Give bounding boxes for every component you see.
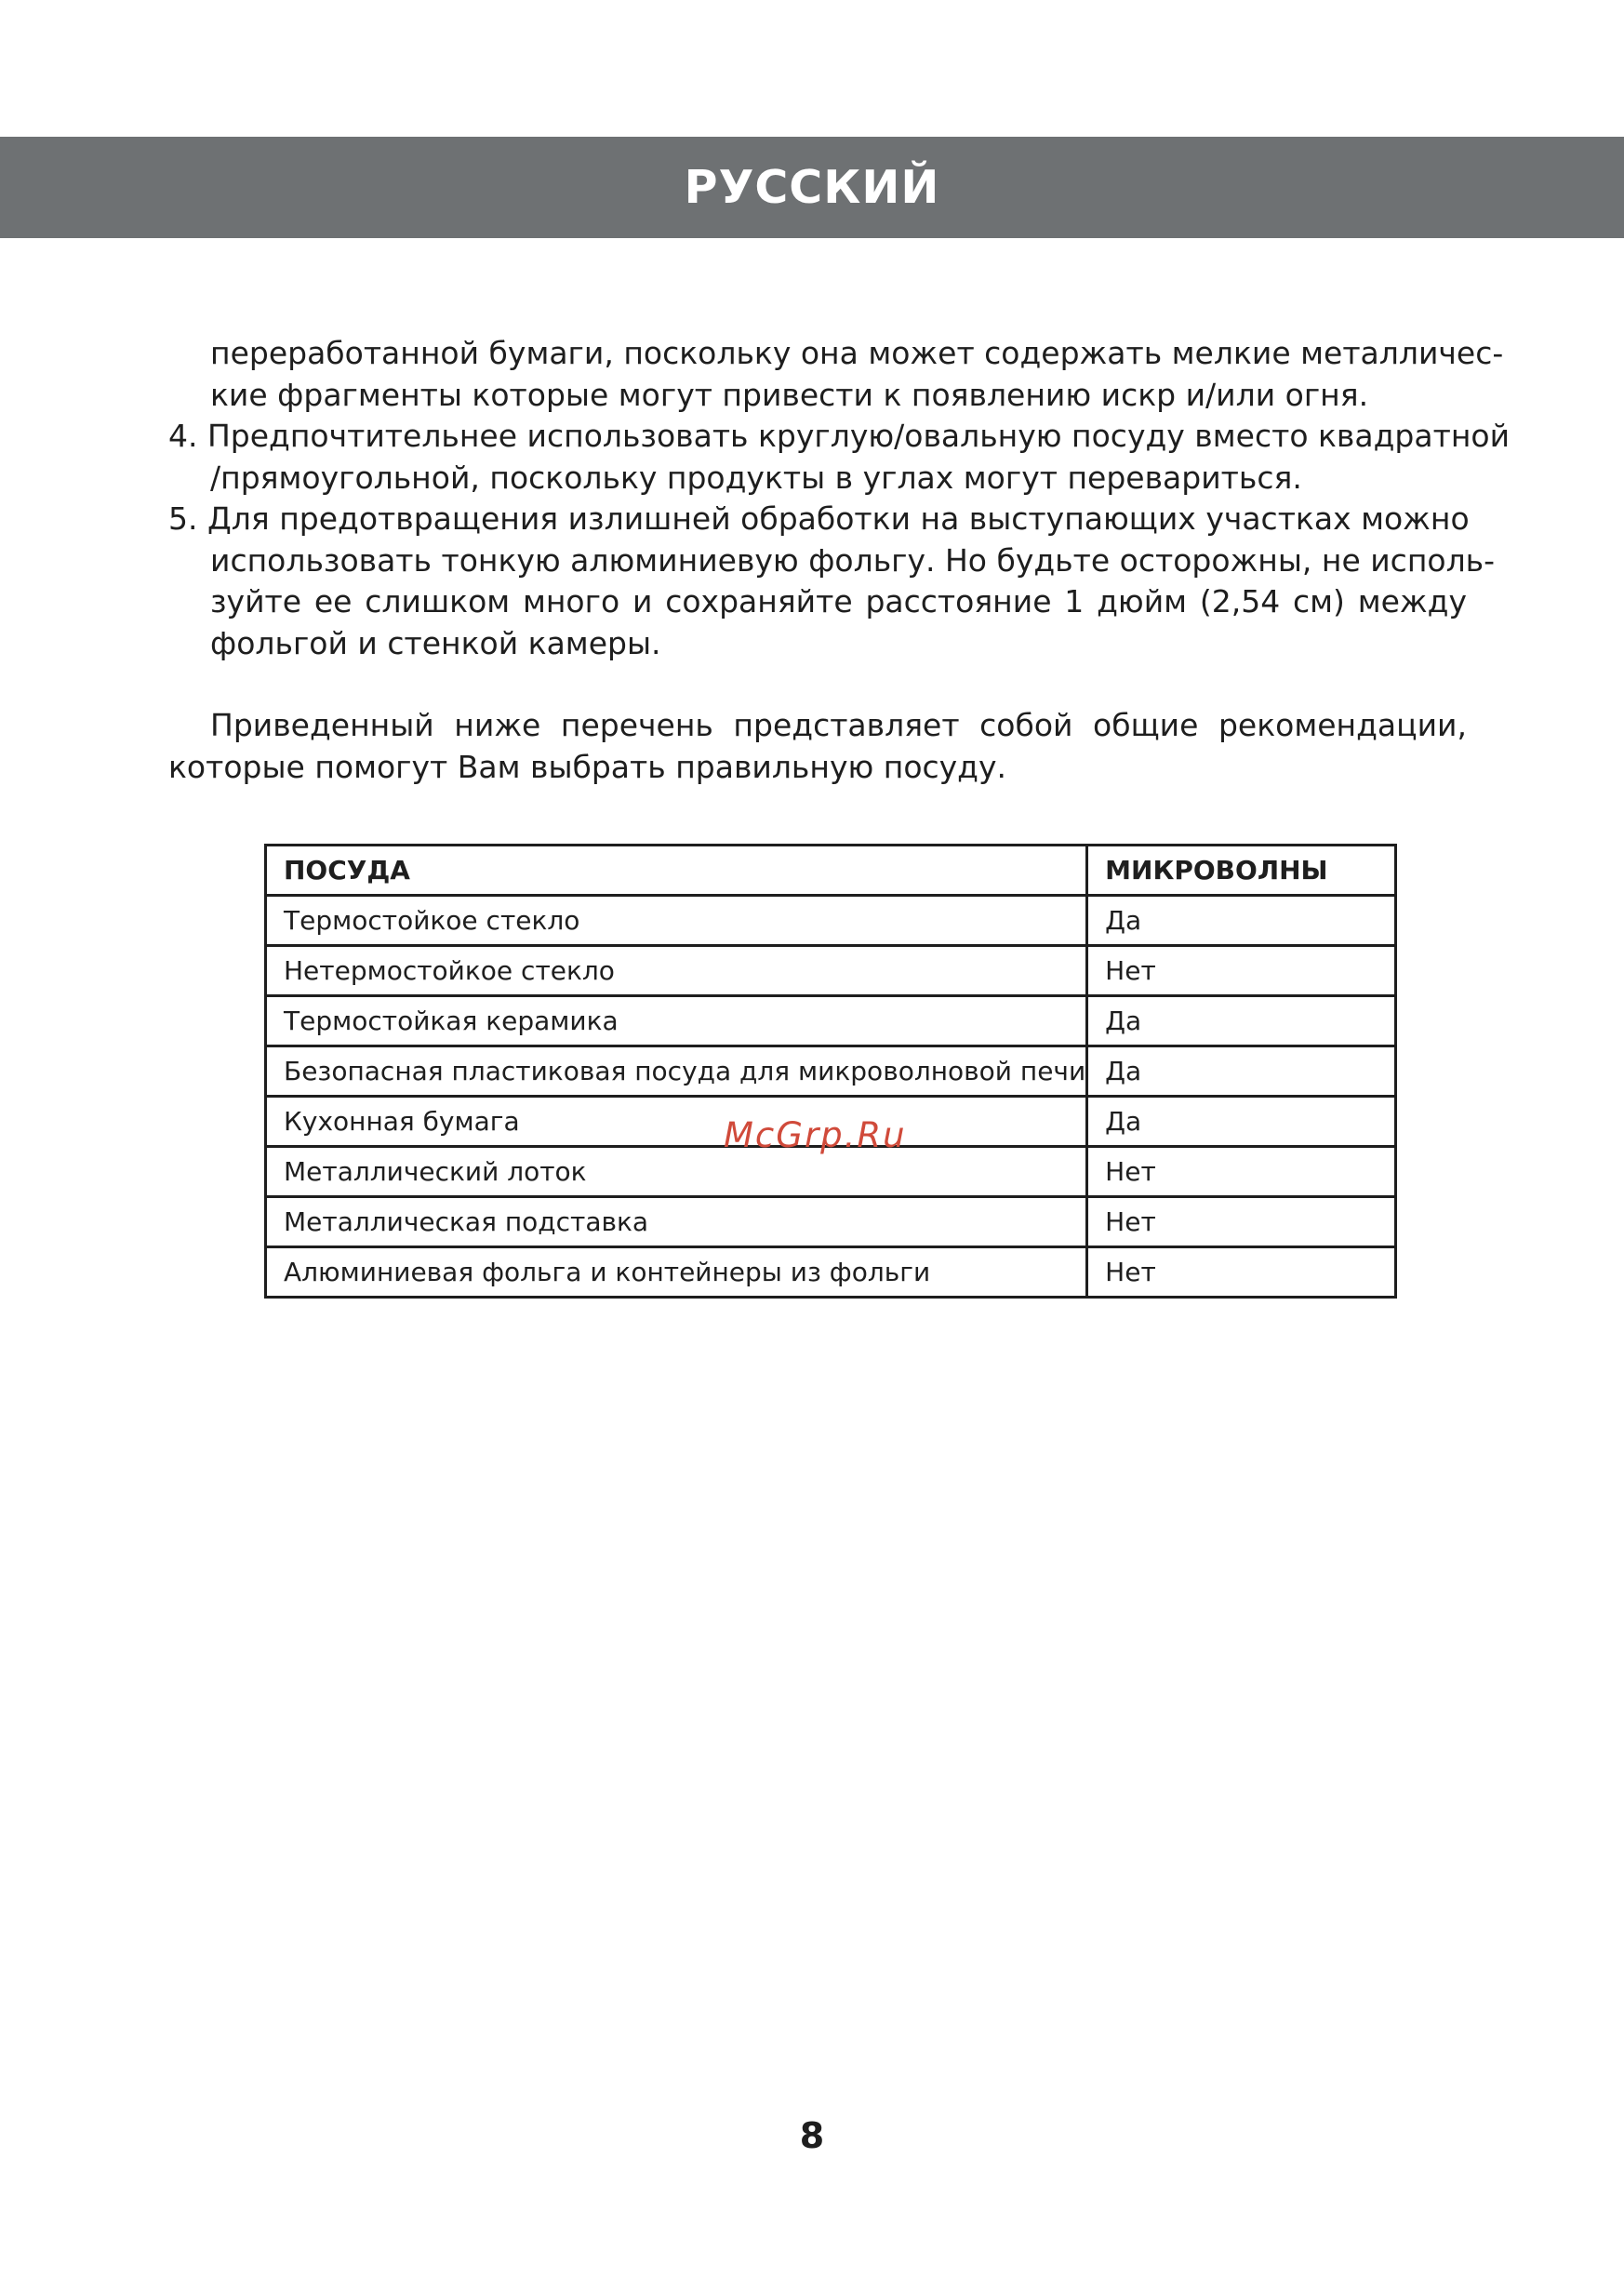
table-row: [266, 1197, 1396, 1247]
microwave-cell: Да: [1087, 896, 1396, 946]
cookware-cell: Нетермостойкое стекло: [266, 946, 1087, 996]
watermark: McGrp.Ru: [724, 1115, 907, 1155]
cookware-table-container: [264, 844, 1397, 1299]
header-microwave: МИКРОВОЛНЫ: [1087, 846, 1396, 896]
microwave-cell: Нет: [1087, 1247, 1396, 1298]
cookware-cell: Безопасная пластиковая посуда для микроволновой печи: [266, 1046, 1087, 1097]
microwave-cell: Нет: [1087, 1197, 1396, 1247]
table-row: [266, 996, 1396, 1046]
item5-line-2: использовать тонкую алюминиевую фольгу. Но будьте осторожны, не исполь-: [210, 541, 1496, 579]
cookware-cell: Металлическая подставка: [266, 1197, 1087, 1247]
microwave-cell: Нет: [1087, 946, 1396, 996]
table-row: [266, 946, 1396, 996]
microwave-cell: Да: [1087, 1046, 1396, 1097]
item4-line-2: /прямоугольной, поскольку продукты в углах могут перевариться.: [210, 459, 1302, 496]
microwave-cell: Нет: [1087, 1147, 1396, 1197]
cookware-table: [264, 844, 1397, 1299]
cookware-cell: Металлический лоток: [266, 1147, 1087, 1197]
microwave-cell: Да: [1087, 996, 1396, 1046]
cookware-cell: Алюминиевая фольга и контейнеры из фольги: [266, 1247, 1087, 1298]
item5-line-1: 5. Для предотвращения излишней обработки на выступающих участках можно: [168, 500, 1470, 537]
intro-line-1: Приведенный ниже перечень представляет собой общие рекомендации,: [210, 707, 1467, 743]
table-row: [266, 1247, 1396, 1298]
item3-line-1: переработанной бумаги, поскольку она может содержать мелкие металличес-: [210, 335, 1504, 371]
header-bar: [0, 137, 1624, 238]
cookware-cell: Термостойкая керамика: [266, 996, 1087, 1046]
header-cookware: ПОСУДА: [266, 846, 1087, 896]
page-number: 8: [799, 2115, 825, 2156]
body-text: [168, 333, 1511, 788]
item4-line-1: 4. Предпочтительнее использовать круглую/овальную посуду вместо квадратной: [168, 418, 1511, 454]
table-row: [266, 896, 1396, 946]
item5-line-3: зуйте ее слишком много и сохраняйте расстояние 1 дюйм (2,54 см) между: [210, 583, 1467, 619]
cookware-cell: Кухонная бумага: [266, 1097, 1087, 1147]
item5-line-4: фольгой и стенкой камеры.: [210, 624, 661, 661]
item3-line-2: кие фрагменты которые могут привести к появлению искр и/или огня.: [210, 376, 1369, 413]
paragraph-gap: [168, 664, 1467, 705]
microwave-cell: Да: [1087, 1097, 1396, 1147]
table-row: [266, 1046, 1396, 1097]
intro-line-2: которые помогут Вам выбрать правильную посуду.: [168, 748, 1007, 785]
cookware-cell: Термостойкое стекло: [266, 896, 1087, 946]
table-header-row: [266, 846, 1396, 896]
page-language-title: РУССКИЙ: [684, 161, 940, 214]
